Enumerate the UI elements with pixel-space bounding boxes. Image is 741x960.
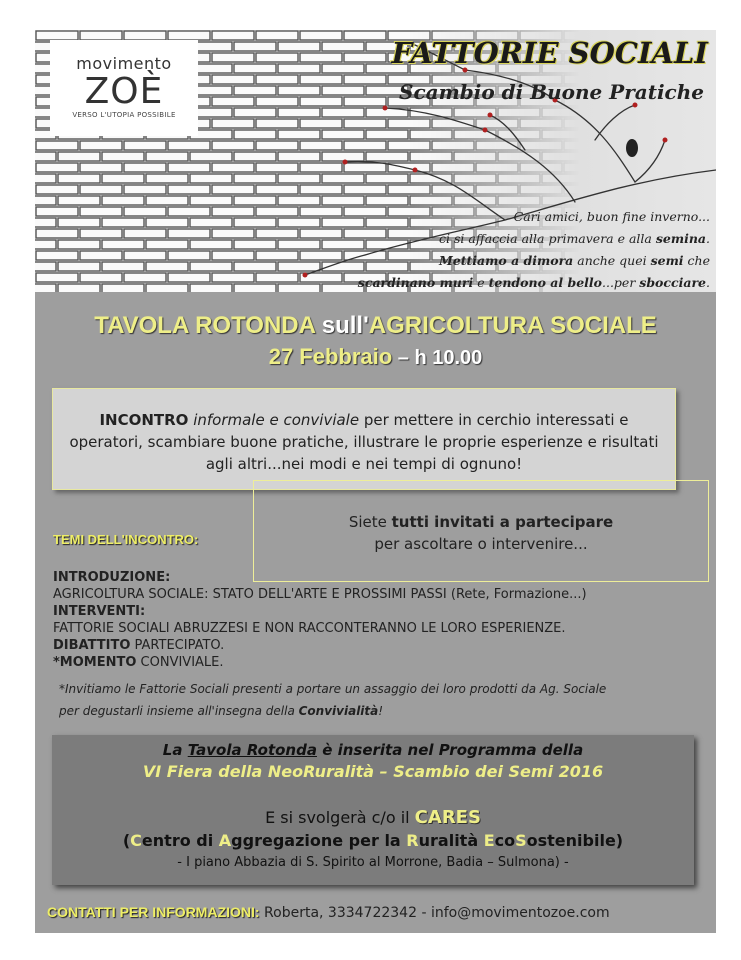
incontro-box — [52, 388, 676, 490]
invitation-note — [59, 678, 699, 722]
contacts — [47, 904, 610, 921]
incontro-text: INCONTRO informale e conviviale per mettere in cerchio interessati e operatori, scambiare buone pratiche, illustrare le proprie esperienze e risultati agli altri...nei modi e nei tempi di ognuno! — [69, 411, 659, 473]
poem-line-2: ci si affaccia alla primavera e alla semina. — [439, 231, 710, 246]
logo-top-text: movimento — [76, 54, 172, 73]
hero-subtitle: Scambio di Buone Pratiche — [399, 80, 704, 104]
venue-line-1: La Tavola Rotonda è inserita nel Programma della — [162, 741, 584, 759]
intro-poem — [290, 206, 710, 292]
cares-full-name: (Centro di Aggregazione per la Ruralità EcoSostenibile) — [122, 831, 624, 850]
event-day: 27 Febbraio — [268, 344, 393, 369]
event-time: h 10.00 — [414, 347, 483, 369]
program-list — [53, 569, 713, 671]
program-momento: *MOMENTO CONVIVIALE. — [53, 655, 224, 670]
bird-icon — [626, 139, 638, 157]
poem-line-4: scardinano muri e tendono al bello...per sbocciare. — [357, 275, 710, 290]
venue-line-3: E si svolgerà c/o il CARES — [265, 807, 481, 828]
fiera-title: VI Fiera della NeoRuralità – Scambio dei Semi 2016 — [142, 762, 604, 781]
event-headline — [35, 312, 716, 340]
program-interventi-text: FATTORIE SOCIALI ABRUZZESI E NON RACCONTERANNO LE LORO ESPERIENZE. — [53, 621, 566, 636]
movimento-zoe-logo — [50, 40, 198, 136]
program-introduzione-text: AGRICOLTURA SOCIALE: STATO DELL'ARTE E PROSSIMI PASSI (Rete, Formazione...) — [53, 587, 587, 602]
headline-part-2: sull' — [315, 312, 369, 339]
program-introduzione-label: INTRODUZIONE: — [53, 570, 171, 585]
program-interventi-label: INTERVENTI: — [53, 604, 146, 619]
logo-tagline: VERSO L'UTOPIA POSSIBILE — [72, 111, 176, 119]
program-dibattito: DIBATTITO PARTECIPATO. — [53, 638, 225, 653]
event-date — [35, 344, 716, 370]
hero-title: FATTORIE SOCIALI — [391, 36, 708, 70]
hero-banner — [35, 30, 716, 292]
contacts-label: CONTATTI PER INFORMAZIONI: — [47, 904, 260, 920]
venue-box — [52, 735, 694, 885]
event-poster — [35, 30, 716, 933]
invito-box — [253, 480, 709, 582]
date-separator: – — [392, 347, 415, 369]
logo-word: ZOÈ — [84, 71, 164, 112]
venue-address: - I piano Abbazia di S. Spirito al Morrone, Badia – Sulmona) - — [177, 855, 569, 870]
contacts-text: Roberta, 3334722342 - info@movimentozoe.com — [259, 905, 610, 921]
note-line-1: *Invitiamo le Fattorie Sociali presenti a portare un assaggio dei loro prodotti da Ag. Sociale — [59, 682, 607, 696]
invito-text: Siete tutti invitati a partecipare per ascoltare o intervenire... — [348, 513, 614, 553]
note-line-2: per degustarli insieme all'insegna della Convivialità! — [59, 704, 384, 718]
poem-line-1: Cari amici, buon fine inverno... — [513, 209, 710, 224]
headline-part-1: TAVOLA ROTONDA — [94, 312, 316, 339]
headline-part-3: AGRICOLTURA SOCIALE — [368, 312, 657, 339]
poem-line-3: Mettiamo a dimora anche quei semi che — [438, 253, 710, 268]
temi-heading: TEMI DELL'INCONTRO: — [53, 532, 199, 547]
